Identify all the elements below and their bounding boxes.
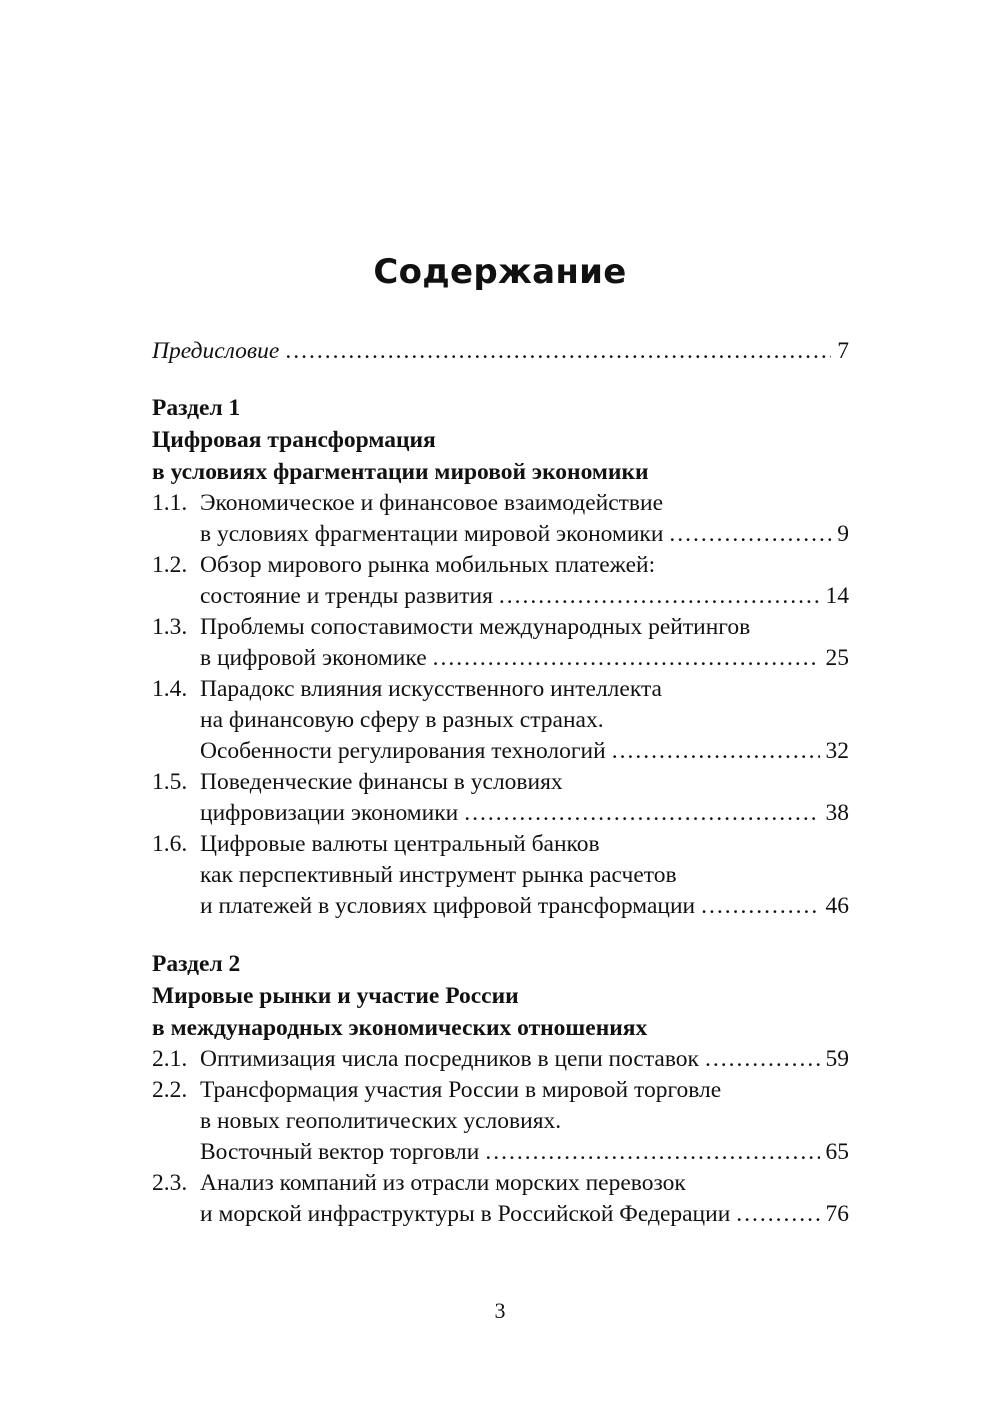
entry-text-line: на финансовую сферу в разных странах. — [200, 707, 604, 733]
toc-entry-2-3[interactable] — [152, 1168, 849, 1230]
entry-text-line: Экономическое и финансовое взаимодействие — [200, 490, 664, 516]
entry-page: 9 — [837, 521, 849, 547]
entry-number: 1.2. — [152, 552, 188, 578]
entry-page: 14 — [825, 583, 849, 609]
entry-page: 38 — [825, 800, 849, 826]
toc-entry-1-4[interactable] — [152, 674, 849, 767]
section-1-heading-line-1: Цифровая трансформация — [152, 427, 436, 453]
entry-text-line: Трансформация участия России в мировой торговле — [200, 1077, 722, 1103]
entry-page: 32 — [825, 738, 849, 764]
entry-number: 1.6. — [152, 831, 188, 857]
entry-number: 1.4. — [152, 676, 188, 702]
toc-preface[interactable] — [152, 336, 849, 367]
entry-text-line: Парадокс влияния искусственного интеллекта — [200, 676, 662, 702]
entry-text-line: Проблемы сопоставимости международных рейтингов — [200, 614, 751, 640]
entry-text-last: цифровизации экономики — [200, 800, 459, 826]
entry-text-line: в новых геополитических условиях. — [200, 1108, 562, 1134]
toc-entry-1-1[interactable] — [152, 488, 849, 550]
entry-number: 1.1. — [152, 490, 188, 516]
entry-text-line: Поведенческие финансы в условиях — [200, 769, 563, 795]
entry-text-last: и морской инфраструктуры в Российской Федерации — [200, 1201, 731, 1227]
entry-number: 1.3. — [152, 614, 188, 640]
dot-leader — [485, 1137, 819, 1168]
toc-entry-1-6[interactable] — [152, 829, 849, 922]
toc-entry-1-5[interactable] — [152, 767, 849, 829]
toc-entry-2-2[interactable] — [152, 1075, 849, 1168]
entry-text-line: как перспективный инструмент рынка расчетов — [200, 862, 677, 888]
dot-leader — [701, 891, 819, 922]
entry-number: 2.3. — [152, 1170, 188, 1196]
section-1-label: Раздел 1 — [152, 395, 241, 421]
toc-entry-2-1[interactable] — [152, 1044, 849, 1075]
toc-preface-page: 7 — [837, 338, 849, 364]
toc-entry-1-3[interactable] — [152, 612, 849, 674]
section-2-label: Раздел 2 — [152, 951, 241, 977]
dot-leader — [669, 519, 831, 550]
section-1-heading-line-2: в условиях фрагментации мировой экономики — [152, 459, 649, 485]
table-of-contents — [152, 336, 849, 1230]
dot-leader — [499, 581, 820, 612]
toc-entry-1-2[interactable] — [152, 550, 849, 612]
entry-text-last: в цифровой экономике — [200, 645, 427, 671]
toc-preface-label: Предисловие — [152, 338, 280, 364]
entry-text-last: Оптимизация числа посредников в цепи поставок — [200, 1046, 699, 1072]
page-number: 3 — [494, 1298, 506, 1323]
entry-page: 59 — [825, 1046, 849, 1072]
dot-leader — [612, 736, 820, 767]
dot-leader — [433, 643, 820, 674]
section-2-heading-line-2: в международных экономических отношениях — [152, 1015, 648, 1041]
entry-text-last: Восточный вектор торговли — [200, 1139, 480, 1165]
entry-text-line: Обзор мирового рынка мобильных платежей: — [200, 552, 656, 578]
entry-text-line: Цифровые валюты центральный банков — [200, 831, 600, 857]
entry-text-last: в условиях фрагментации мировой экономики — [200, 521, 664, 547]
dot-leader — [705, 1044, 820, 1075]
entry-page: 46 — [825, 893, 849, 919]
entry-text-line: Анализ компаний из отрасли морских перевозок — [200, 1170, 686, 1196]
entry-number: 2.2. — [152, 1077, 188, 1103]
entry-page: 25 — [825, 645, 849, 671]
entry-number: 2.1. — [152, 1046, 188, 1072]
dot-leader — [285, 336, 831, 367]
entry-text-last: и платежей в условиях цифровой трансформации — [200, 893, 696, 919]
entry-page: 76 — [825, 1201, 849, 1227]
entry-text-last: состояние и тренды развития — [200, 583, 493, 609]
section-2-heading-line-1: Мировые рынки и участие России — [152, 983, 519, 1009]
entry-text-last: Особенности регулирования технологий — [200, 738, 606, 764]
dot-leader — [464, 798, 819, 829]
entry-page: 65 — [825, 1139, 849, 1165]
entry-number: 1.5. — [152, 769, 188, 795]
dot-leader — [736, 1199, 819, 1230]
page-title: Содержание — [373, 252, 627, 292]
